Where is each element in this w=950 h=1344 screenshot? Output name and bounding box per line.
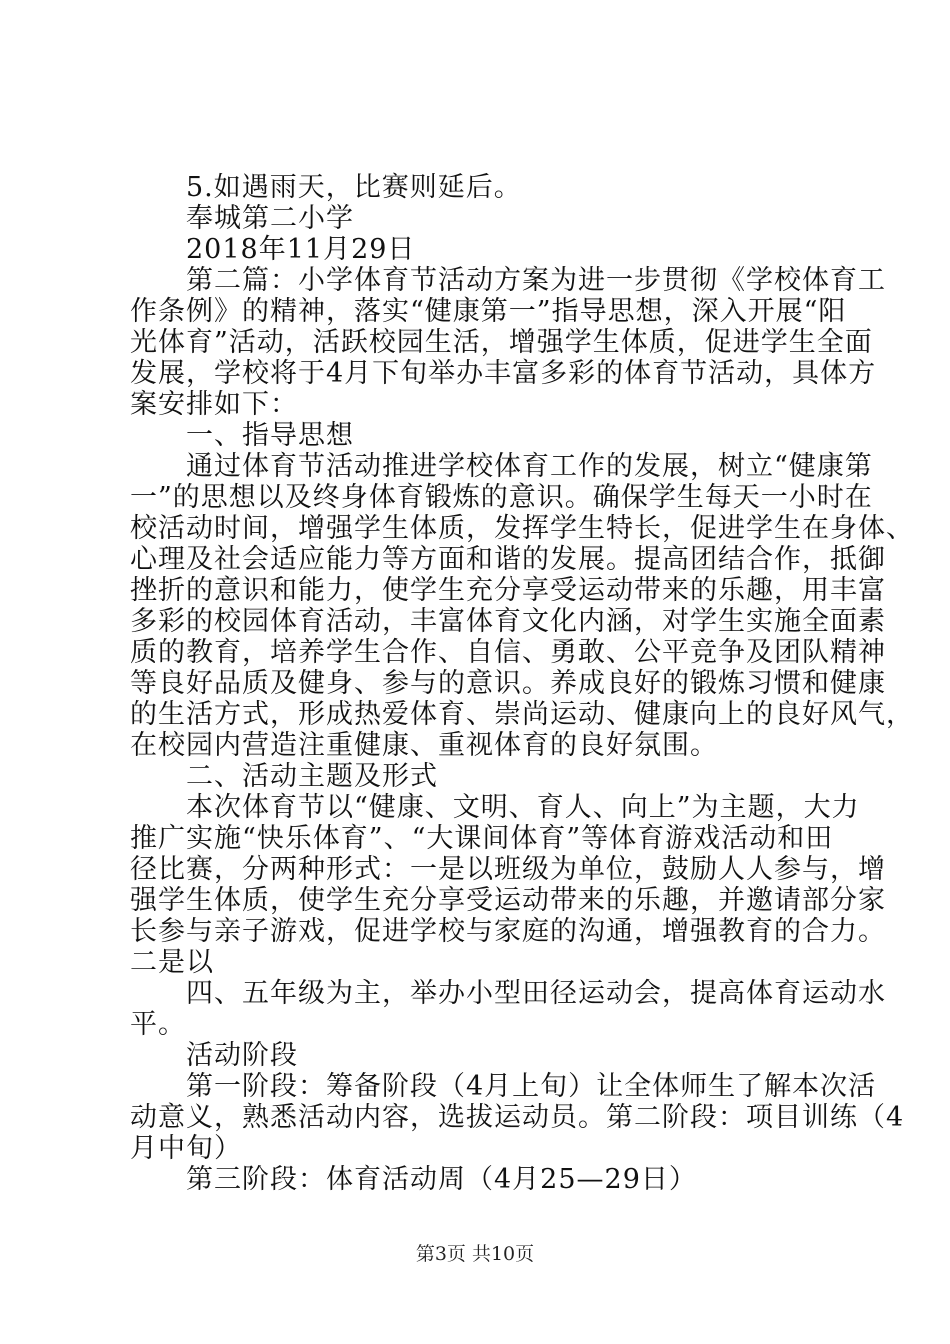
body-text-line: 第三阶段：体育活动周（4月25—29日） xyxy=(130,1164,697,1195)
body-text-line: 二是以 xyxy=(130,947,214,978)
body-text-line: 四、五年级为主，举办小型田径运动会，提高体育运动水 xyxy=(130,978,886,1009)
body-text-line: 动意义，熟悉活动内容，选拔运动员。第二阶段：项目训练（4 xyxy=(130,1102,905,1133)
body-text-line: 平。 xyxy=(130,1009,186,1040)
body-text-line: 质的教育，培养学生合作、自信、勇敢、公平竞争及团队精神 xyxy=(130,637,886,668)
body-text-line: 作条例》的精神，落实“健康第一”指导思想，深入开展“阳 xyxy=(130,296,847,327)
body-text-line: 一”的思想以及终身体育锻炼的意识。确保学生每天一小时在 xyxy=(130,482,873,513)
body-text-line: 第一阶段：筹备阶段（4月上旬）让全体师生了解本次活 xyxy=(130,1071,877,1102)
body-text-line: 在校园内营造注重健康、重视体育的良好氛围。 xyxy=(130,730,718,761)
body-text-line: 通过体育节活动推进学校体育工作的发展，树立“健康第 xyxy=(130,451,873,482)
body-text-line: 心理及社会适应能力等方面和谐的发展。提高团结合作，抵御 xyxy=(130,544,886,575)
section-heading: 一、指导思想 xyxy=(130,420,354,451)
section-heading: 二、活动主题及形式 xyxy=(130,761,438,792)
body-text-line: 发展，学校将于4月下旬举办丰富多彩的体育节活动，具体方 xyxy=(130,358,877,389)
section-heading-line: 第二篇：小学体育节活动方案为进一步贯彻《学校体育工 xyxy=(130,265,886,296)
body-text-line: 等良好品质及健身、参与的意识。养成良好的锻炼习惯和健康 xyxy=(130,668,886,699)
body-text-line: 校活动时间，增强学生体质，发挥学生特长，促进学生在身体、 xyxy=(130,513,914,544)
body-text-line: 径比赛，分两种形式：一是以班级为单位，鼓励人人参与，增 xyxy=(130,854,886,885)
body-text-line: 5.如遇雨天，比赛则延后。 xyxy=(130,172,522,203)
body-text-line: 2018年11月29日 xyxy=(130,234,416,265)
body-text-line: 本次体育节以“健康、文明、育人、向上”为主题，大力 xyxy=(130,792,860,823)
page-number-footer: 第3页 共10页 xyxy=(415,1243,535,1265)
section-heading: 活动阶段 xyxy=(130,1040,298,1071)
body-text-line: 挫折的意识和能力，使学生充分享受运动带来的乐趣，用丰富 xyxy=(130,575,886,606)
body-text-line: 月中旬） xyxy=(130,1133,242,1164)
body-text-line: 案安排如下： xyxy=(130,389,298,420)
body-text-line: 多彩的校园体育活动，丰富体育文化内涵，对学生实施全面素 xyxy=(130,606,886,637)
body-text-line: 奉城第二小学 xyxy=(130,203,354,234)
body-text-line: 光体育”活动，活跃校园生活，增强学生体质，促进学生全面 xyxy=(130,327,873,358)
body-text-line: 强学生体质，使学生充分享受运动带来的乐趣，并邀请部分家 xyxy=(130,885,886,916)
body-text-line: 推广实施“快乐体育”、“大课间体育”等体育游戏活动和田 xyxy=(130,823,834,854)
body-text-line: 的生活方式，形成热爱体育、崇尚运动、健康向上的良好风气， xyxy=(130,699,914,730)
body-text-line: 长参与亲子游戏，促进学校与家庭的沟通，增强教育的合力。 xyxy=(130,916,886,947)
